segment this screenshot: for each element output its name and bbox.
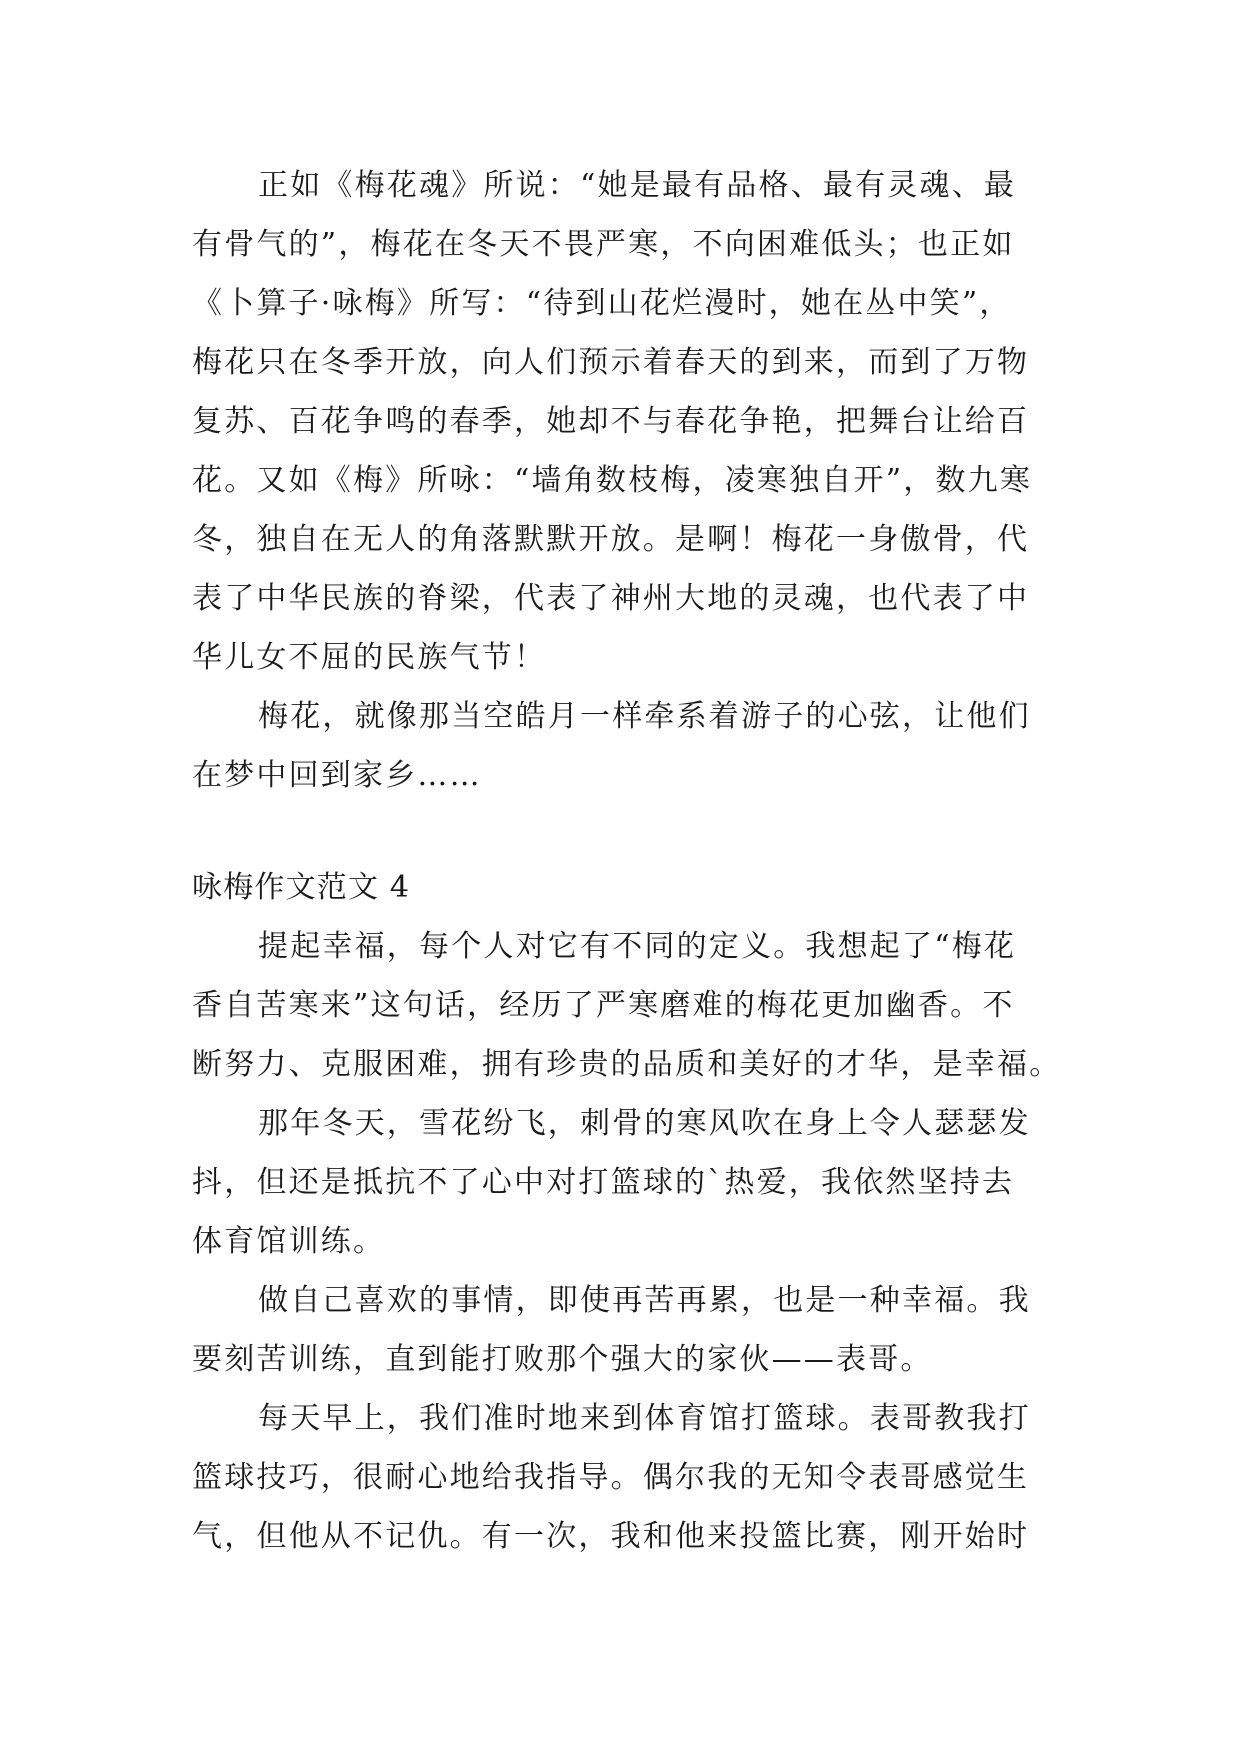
paragraph-line: 梅花只在冬季开放，向人们预示着春天的到来，而到了万物 bbox=[192, 345, 1030, 380]
paragraph-line: 那年冬天，雪花纷飞，刺骨的寒风吹在身上令人瑟瑟发 bbox=[258, 1106, 1031, 1141]
paragraph-line: 提起幸福，每个人对它有不同的定义。我想起了“梅花 bbox=[258, 929, 1017, 964]
paragraph-line: 梅花，就像那当空皓月一样牵系着游子的心弦，让他们 bbox=[258, 699, 1031, 734]
paragraph-line: 表了中华民族的脊梁，代表了神州大地的灵魂，也代表了中 bbox=[192, 581, 1030, 616]
paragraph-line: 花。又如《梅》所咏：“墙角数枝梅，凌寒独自开”，数九寒 bbox=[192, 463, 1033, 498]
paragraph-line: 篮球技巧，很耐心地给我指导。偶尔我的无知令表哥感觉生 bbox=[192, 1460, 1030, 1495]
paragraph-line: 做自己喜欢的事情，即使再苦再累，也是一种幸福。我 bbox=[258, 1283, 1031, 1318]
paragraph-line: 每天早上，我们准时地来到体育馆打篮球。表哥教我打 bbox=[258, 1401, 1031, 1436]
section-heading: 咏梅作文范文 4 bbox=[192, 870, 411, 905]
paragraph-line: 正如《梅花魂》所说：“她是最有品格、最有灵魂、最 bbox=[258, 168, 1017, 203]
paragraph-line: 香自苦寒来”这句话，经历了严寒磨难的梅花更加幽香。不 bbox=[192, 988, 1015, 1023]
paragraph-line: 在梦中回到家乡…… bbox=[192, 758, 482, 793]
paragraph-line: 气，但他从不记仇。有一次，我和他来投篮比赛，刚开始时 bbox=[192, 1519, 1030, 1554]
paragraph-line: 有骨气的”，梅花在冬天不畏严寒，不向困难低头；也正如 bbox=[192, 227, 1015, 262]
paragraph-line: 华儿女不屈的民族气节！ bbox=[192, 640, 547, 675]
paragraph-line: 复苏、百花争鸣的春季，她却不与春花争艳，把舞台让给百 bbox=[192, 404, 1030, 439]
paragraph-line: 《卜算子·咏梅》所写：“待到山花烂漫时，她在丛中笑”， bbox=[192, 286, 1012, 321]
paragraph-line: 体育馆训练。 bbox=[192, 1224, 386, 1259]
paragraph-line: 断努力、克服困难，拥有珍贵的品质和美好的才华，是幸福。 bbox=[192, 1047, 1062, 1082]
paragraph-line: 冬，独自在无人的角落默默开放。是啊！梅花一身傲骨，代 bbox=[192, 522, 1030, 557]
paragraph-line: 要刻苦训练，直到能打败那个强大的家伙——表哥。 bbox=[192, 1342, 933, 1377]
paragraph-line: 抖，但还是抵抗不了心中对打篮球的`热爱，我依然坚持去 bbox=[192, 1165, 1015, 1200]
